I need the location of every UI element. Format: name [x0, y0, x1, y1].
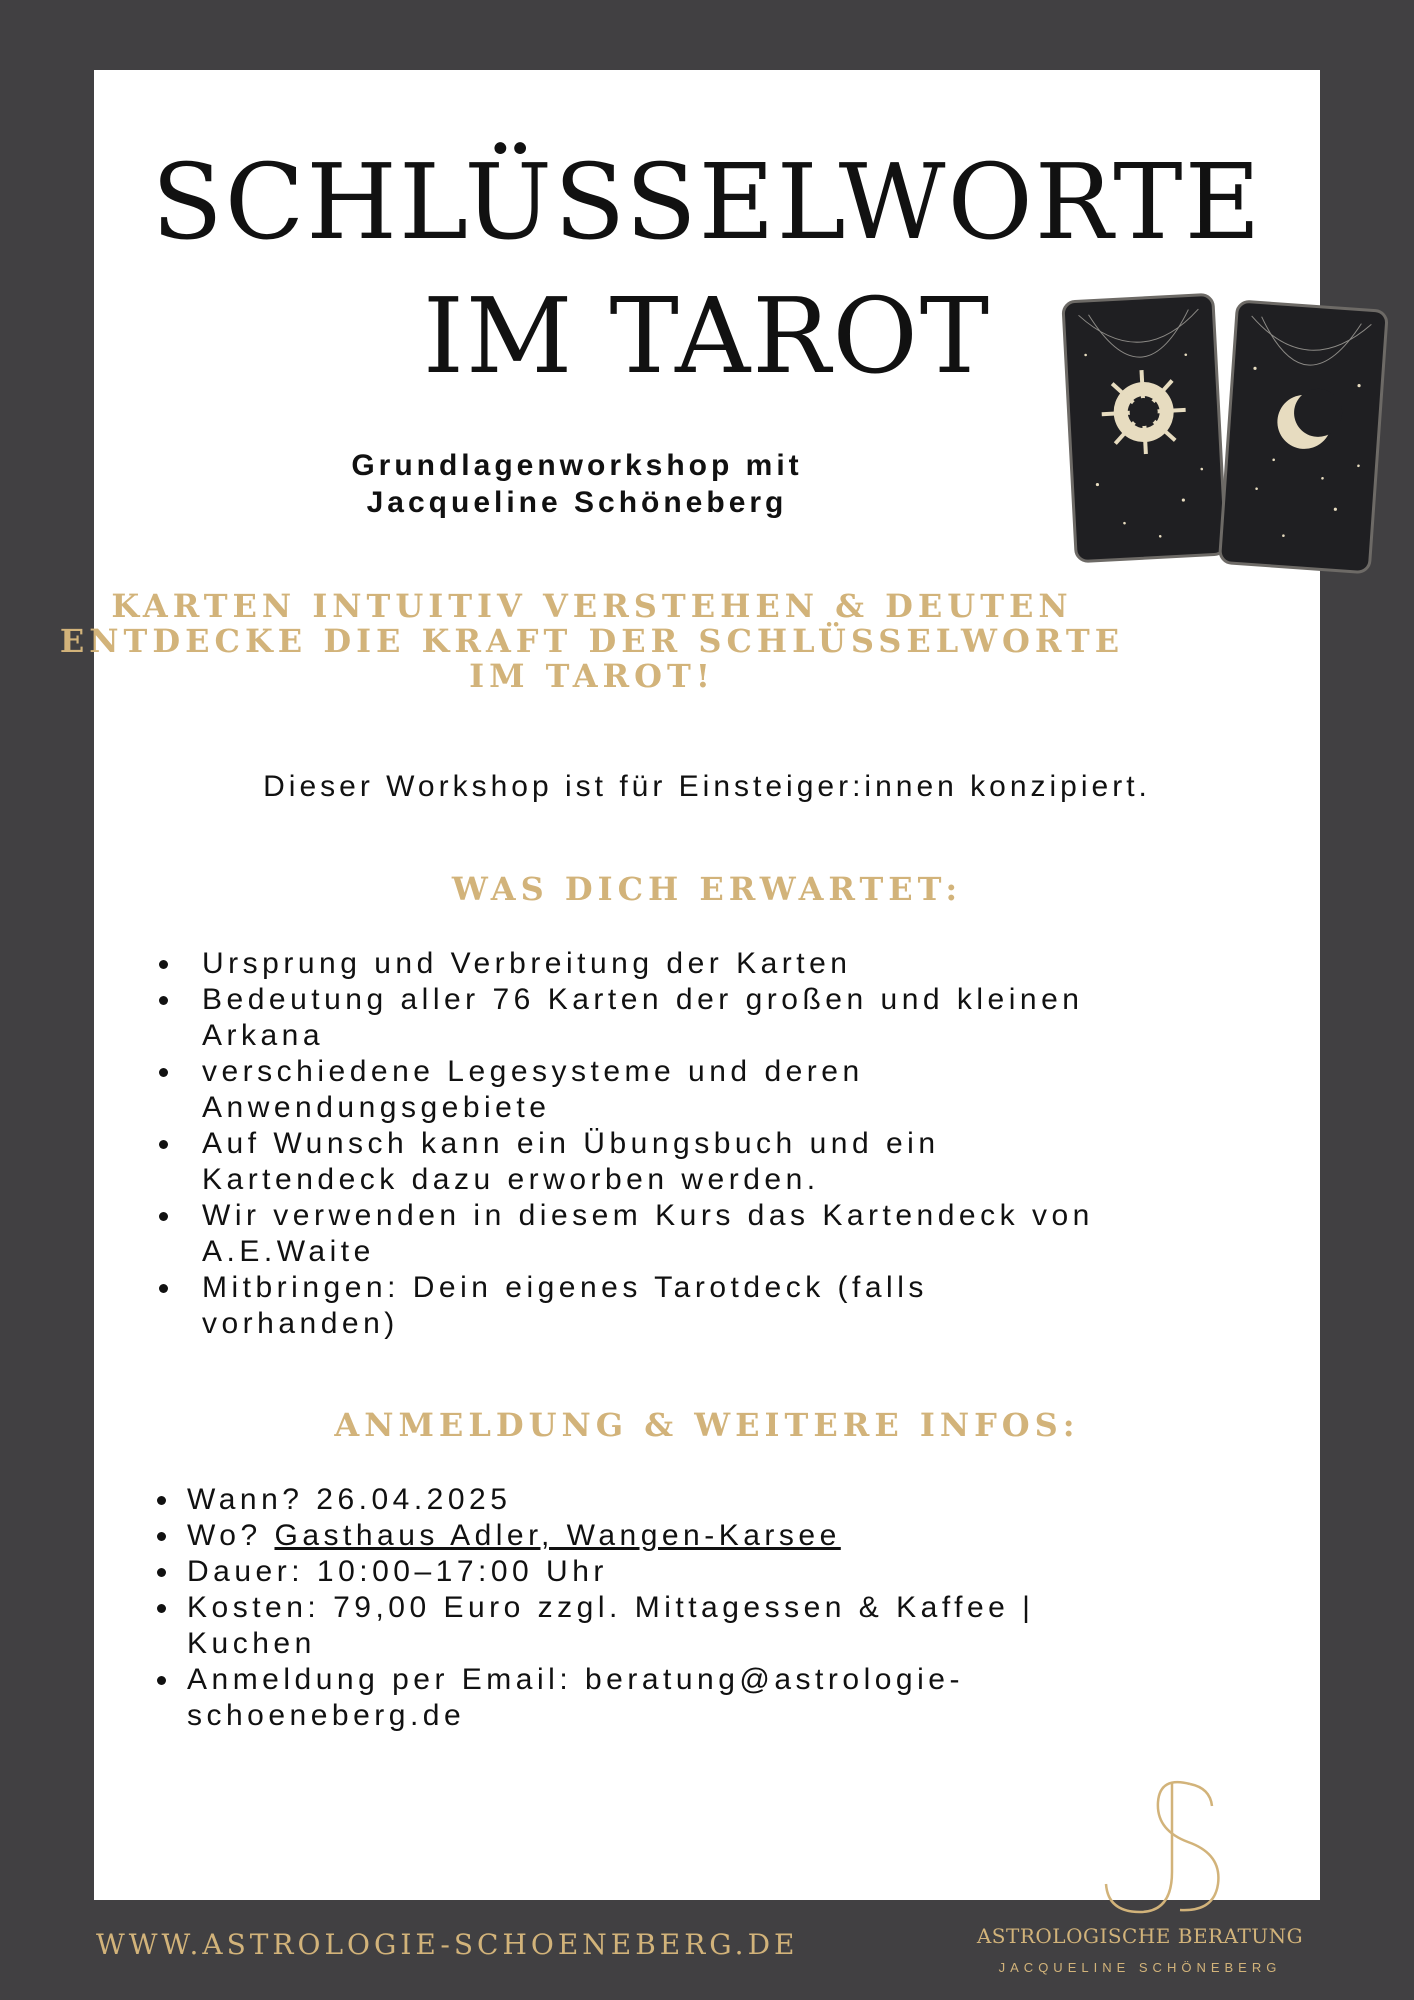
location-link[interactable]: Gasthaus Adler, Wangen-Karsee	[274, 1519, 841, 1552]
expectations-list	[202, 946, 1282, 1342]
brand-owner: JACQUELINE SCHÖNEBERG	[998, 1960, 1282, 1975]
list-item: Auf Wunsch kann ein Übungsbuch und ein Kartendeck dazu erworben werden.	[202, 1126, 1282, 1198]
sun-card-icon	[1063, 294, 1226, 561]
info-where: Wo? Gasthaus Adler, Wangen-Karsee	[187, 1518, 1247, 1554]
bullet-icon	[157, 1532, 166, 1541]
moon-card-icon	[1219, 301, 1387, 573]
info-signup: Anmeldung per Email: beratung@astrologie- schoeneberg.de	[187, 1662, 1247, 1734]
bullet-icon	[159, 1068, 168, 1077]
title-line-1: SCHLÜSSELWORTE	[151, 141, 1263, 263]
info-cost: Kosten: 79,00 Euro zzgl. Mittagessen & Kaffee | Kuchen	[187, 1590, 1247, 1662]
tarot-cards-illustration	[1060, 292, 1390, 582]
expectations-heading: WAS DICH ERWARTET:	[451, 870, 963, 908]
bullet-icon	[159, 1284, 168, 1293]
brand-name: ASTROLOGISCHE BERATUNG	[976, 1924, 1304, 1948]
tagline-line-3: IM TAROT!	[469, 657, 715, 695]
bullet-icon	[157, 1496, 166, 1505]
bullet-icon	[159, 960, 168, 969]
bullet-icon	[157, 1604, 166, 1613]
bullet-icon	[159, 1140, 168, 1149]
title-line-2: IM TAROT	[422, 275, 992, 397]
bullet-icon	[157, 1568, 166, 1577]
list-item: Wir verwenden in diesem Kurs das Kartendeck von A.E.Waite	[202, 1198, 1282, 1270]
info-when: Wann? 26.04.2025	[187, 1482, 1247, 1518]
tagline-line-1: KARTEN INTUITIV VERSTEHEN & DEUTEN	[111, 587, 1073, 625]
list-item: Mitbringen: Dein eigenes Tarotdeck (falls vorhanden)	[202, 1270, 1282, 1342]
js-monogram-icon	[1080, 1772, 1260, 1922]
bullet-icon	[157, 1676, 166, 1685]
list-item: Bedeutung aller 76 Karten der großen und kleinen Arkana	[202, 982, 1282, 1054]
subtitle-line-2: Jacqueline Schöneberg	[366, 486, 788, 519]
info-heading: ANMELDUNG & WEITERE INFOS:	[334, 1406, 1080, 1444]
tagline-line-2: ENTDECKE DIE KRAFT DER SCHLÜSSELWORTE	[59, 622, 1125, 660]
subtitle-line-1: Grundlagenworkshop mit	[351, 449, 803, 482]
bullet-icon	[159, 1212, 168, 1221]
list-item: verschiedene Legesysteme und deren Anwendungsgebiete	[202, 1054, 1282, 1126]
intro-text: Dieser Workshop ist für Einsteiger:innen konzipiert.	[263, 770, 1151, 803]
list-item: Ursprung und Verbreitung der Karten	[202, 946, 1282, 982]
info-duration: Dauer: 10:00–17:00 Uhr	[187, 1554, 1247, 1590]
info-list	[187, 1482, 1247, 1734]
website-link[interactable]: WWW.ASTROLOGIE-SCHOENEBERG.DE	[96, 1928, 799, 1961]
bullet-icon	[159, 996, 168, 1005]
